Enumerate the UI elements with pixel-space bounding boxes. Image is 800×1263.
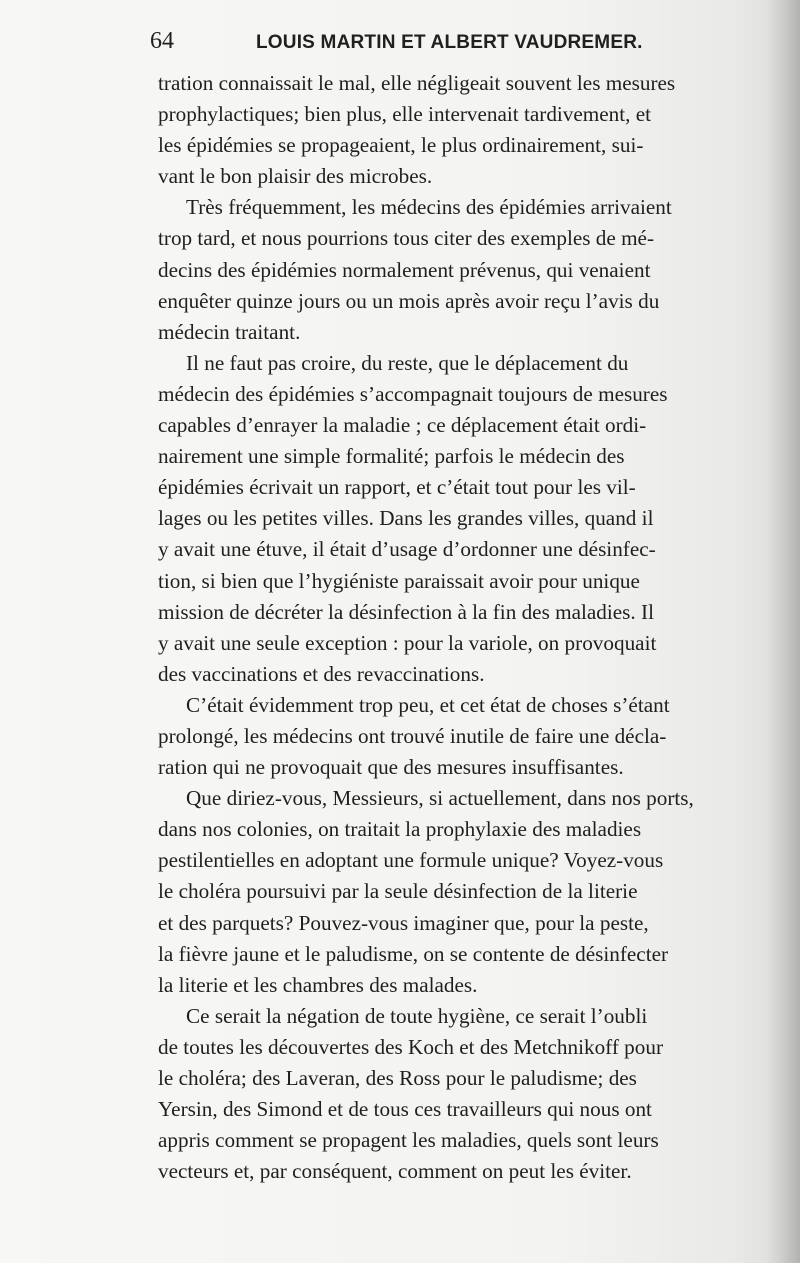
text-line: la fièvre jaune et le paludisme, on se contente de désinfecter: [158, 941, 669, 966]
body-text: [158, 68, 758, 1187]
page-gutter-shadow: [766, 0, 800, 1263]
text-line: enquêter quinze jours ou un mois après avoir reçu l’avis du: [158, 288, 660, 313]
paragraph: [158, 192, 758, 347]
text-line: y avait une étuve, il était d’usage d’ordonner une désinfec-: [158, 537, 656, 562]
text-line: vecteurs et, par conséquent, comment on peut les éviter.: [158, 1159, 632, 1184]
text-line: de toutes les découvertes des Koch et des Metchnikoff pour: [158, 1034, 664, 1059]
page-header: [150, 28, 710, 66]
paragraph: [158, 68, 758, 192]
text-line: pestilentielles en adoptant une formule unique? Voyez-vous: [158, 848, 664, 873]
text-line: le choléra; des Laveran, des Ross pour le paludisme; des: [158, 1066, 637, 1090]
text-line: mission de décréter la désinfection à la fin des maladies. Il: [158, 599, 654, 624]
text-line: médecin des épidémies s’accompagnait toujours de mesures: [158, 381, 668, 406]
text-line: lages ou les petites villes. Dans les grandes villes, quand il: [158, 506, 654, 531]
text-line: Très fréquemment, les médecins des épidémies arrivaient: [186, 195, 672, 220]
text-line: médecin traitant.: [158, 319, 301, 344]
text-line: C’était évidemment trop peu, et cet état de choses s’étant: [186, 692, 670, 717]
paragraph: [158, 690, 758, 783]
text-line: tion, si bien que l’hygiéniste paraissait avoir pour unique: [158, 568, 640, 593]
text-line: capables d’enrayer la maladie ; ce déplacement était ordi-: [158, 413, 647, 438]
text-line: vant le bon plaisir des microbes.: [158, 164, 433, 189]
text-line: les épidémies se propageaient, le plus ordinairement, sui-: [158, 133, 644, 158]
text-line: dans nos colonies, on traitait la prophylaxie des maladies: [158, 817, 642, 842]
text-line: des vaccinations et des revaccinations.: [158, 661, 485, 686]
text-line: Il ne faut pas croire, du reste, que le déplacement du: [186, 350, 629, 375]
text-line: y avait une seule exception : pour la variole, on provoquait: [158, 630, 657, 655]
page-number: 64: [150, 28, 174, 54]
running-head: LOUIS MARTIN ET ALBERT VAUDREMER.: [256, 32, 643, 53]
text-line: tration connaissait le mal, elle négligeait souvent les mesures: [158, 71, 676, 95]
text-line: la literie et les chambres des malades.: [158, 972, 478, 997]
text-line: Yersin, des Simond et de tous ces travailleurs qui nous ont: [158, 1097, 652, 1122]
text-line: et des parquets? Pouvez-vous imaginer que, pour la peste,: [158, 910, 649, 935]
paragraph: [158, 348, 758, 690]
text-line: prolongé, les médecins ont trouvé inutile de faire une décla-: [158, 723, 667, 748]
text-line: le choléra poursuivi par la seule désinfection de la literie: [158, 879, 638, 904]
text-line: appris comment se propagent les maladies, quels sont leurs: [158, 1128, 659, 1153]
text-line: Que diriez-vous, Messieurs, si actuellement, dans nos ports,: [186, 786, 694, 811]
text-line: prophylactiques; bien plus, elle intervenait tardivement, et: [158, 102, 652, 127]
text-line: ration qui ne provoquait que des mesures insuffisantes.: [158, 755, 624, 780]
text-line: decins des épidémies normalement prévenus, qui venaient: [158, 257, 651, 282]
text-line: épidémies écrivait un rapport, et c’était tout pour les vil-: [158, 475, 636, 500]
paragraph: [158, 1001, 758, 1188]
paragraph: [158, 783, 758, 1001]
text-line: nairement une simple formalité; parfois le médecin des: [158, 444, 625, 469]
text-line: Ce serait la négation de toute hygiène, ce serait l’oubli: [186, 1003, 648, 1028]
text-line: trop tard, et nous pourrions tous citer des exemples de mé-: [158, 226, 655, 251]
